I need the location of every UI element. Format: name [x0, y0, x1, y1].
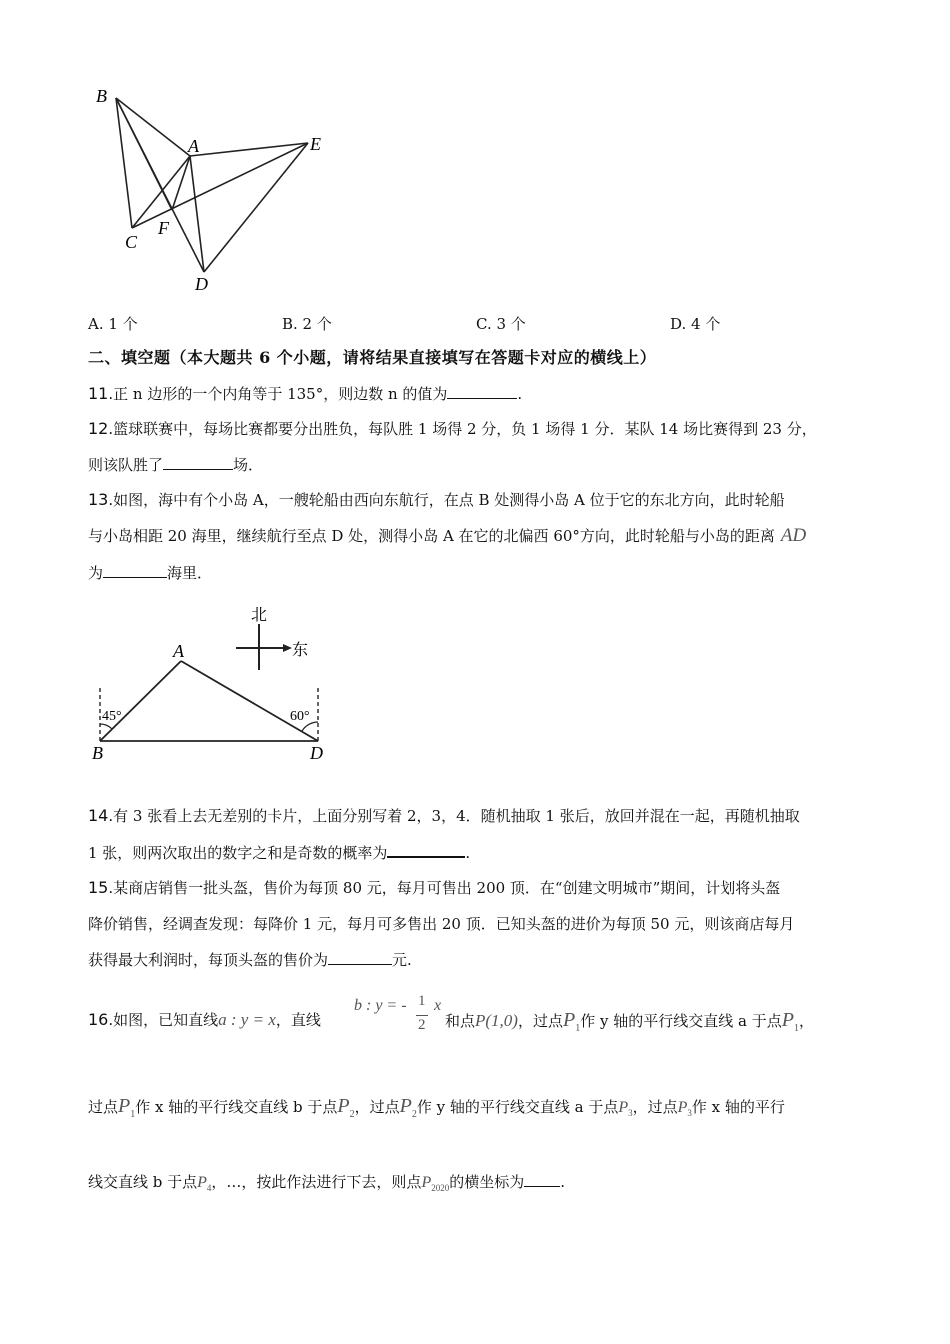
question-text: 则该队胜了: [88, 456, 164, 474]
label-B: B: [96, 86, 107, 106]
label-C: C: [125, 232, 138, 252]
question-15-line1: [88, 878, 780, 898]
question-13-line3: [88, 563, 212, 583]
question-text: .如图，海中有个小岛 A，一艘轮船由西向东航行，在点 B 处测得小岛 A 位于它的东北方向，此时轮船: [108, 491, 785, 509]
math-P2: $P_2$: [337, 1095, 355, 1120]
question-number: 16: [88, 1010, 109, 1029]
segment-AD: [190, 156, 204, 272]
angle-label-D: 60°: [290, 709, 310, 724]
question-14-line1: [88, 806, 800, 826]
compass-north: 北: [251, 605, 268, 624]
question-text: 和点: [445, 1012, 476, 1030]
segment-BC: [116, 98, 132, 228]
question-text: .篮球联赛中，每场比赛都要分出胜负，每队胜 1 场得 2 分，负 1 场得 1 分．某队 14 场比赛得到 23 分，: [108, 420, 817, 438]
angle-label-B: 45°: [102, 709, 122, 724]
label-D: D: [195, 274, 208, 294]
math-P1: $P_1$: [118, 1095, 136, 1120]
line-b-x: x: [434, 997, 442, 1014]
answer-blank[interactable]: [163, 455, 233, 470]
question-text: ，过点: [354, 1098, 400, 1116]
question-text-end: .: [560, 1173, 566, 1191]
math-P4: $P_4$: [197, 1174, 212, 1194]
question-text: ，过点: [517, 1012, 563, 1030]
math-P2020: $P_{2020}$: [421, 1174, 450, 1194]
choice-d[interactable]: D. 4 个: [670, 315, 721, 333]
segment-ED: [204, 143, 308, 272]
math-P2b: $P_2$: [399, 1095, 417, 1120]
question-15-line3: [88, 950, 412, 970]
answer-blank[interactable]: [387, 842, 465, 858]
label-A: A: [173, 641, 184, 661]
answer-blank[interactable]: [524, 1172, 560, 1187]
question-16-line1-cont: [445, 1010, 814, 1039]
math-point-P: P(1,0): [475, 1011, 518, 1030]
figure-island: [86, 600, 346, 770]
question-15-line2: [88, 914, 794, 934]
question-text-end: 海里．: [167, 564, 213, 582]
compass-east: 东: [292, 640, 309, 659]
fraction-bar: [416, 1015, 428, 1016]
question-text: 降价销售，经调查发现：每降价 1 元，每月可多售出 20 顶．已知头盔的进价为每顶 50 元，则该商店每月: [88, 915, 795, 933]
question-text: 获得最大利润时，每顶头盔的售价为: [88, 951, 329, 969]
question-text: .如图，已知直线: [108, 1011, 219, 1029]
math-line-a: a : y = x: [218, 1010, 276, 1029]
question-16-line2: [88, 1096, 785, 1125]
question-text: ，…，按此作法进行下去，则点: [211, 1173, 422, 1191]
segment-CE: [132, 143, 308, 228]
question-text: 作 y 轴的平行线交直线 a 于点: [580, 1012, 782, 1030]
question-16-line1: [88, 1010, 321, 1030]
question-number: 14: [88, 806, 109, 825]
answer-blank[interactable]: [328, 950, 392, 965]
question-text: .某商店销售一批头盔，售价为每顶 80 元，每月可售出 200 顶．在“创建文明城市”期间，计划将头盔: [108, 879, 781, 897]
compass-arrow-east: [283, 644, 292, 652]
choice-b[interactable]: B. 2 个: [282, 315, 332, 333]
math-P1b: $P_1$: [781, 1009, 799, 1034]
question-text: .有 3 张看上去无差别的卡片，上面分别写着 2，3，4．随机抽取 1 张后，放回并混在一起，再随机抽取: [108, 807, 800, 825]
segment-AE: [190, 143, 308, 156]
question-text: 为: [88, 564, 104, 582]
section-heading: 二、填空题（本大题共 6 个小题，请将结果直接填写在答题卡对应的横线上）: [88, 348, 657, 367]
question-text: 的横坐标为: [449, 1173, 525, 1191]
label-B: B: [92, 743, 103, 763]
question-number: 15: [88, 878, 109, 897]
question-text-end: 元.: [392, 951, 412, 969]
answer-blank[interactable]: [103, 563, 167, 578]
answer-blank[interactable]: [447, 384, 517, 399]
question-number: 11: [88, 384, 109, 403]
label-D: D: [310, 743, 323, 763]
question-text: 与小岛相距 20 海里，继续航行至点 D 处，测得小岛 A 在它的北偏西 60°方向，此时轮船与小岛的距离: [88, 527, 775, 545]
question-text: 作 x 轴的平行: [691, 1098, 785, 1116]
math-P3b: $P_3$: [677, 1099, 692, 1119]
question-number: 12: [88, 419, 109, 438]
question-text-end: .: [465, 844, 471, 862]
question-text-end: 场．: [233, 456, 264, 474]
question-text: ，直线: [275, 1011, 321, 1029]
question-text: 作 x 轴的平行线交直线 b 于点: [135, 1098, 338, 1116]
question-text: .正 n 边形的一个内角等于 135°，则边数 n 的值为: [108, 385, 448, 403]
question-11: [88, 384, 522, 404]
question-16-line3: [88, 1172, 565, 1198]
choice-c[interactable]: C. 3 个: [476, 315, 526, 333]
question-text: ，: [798, 1012, 814, 1030]
question-text: 过点: [88, 1098, 119, 1116]
question-text: 作 y 轴的平行线交直线 a 于点: [416, 1098, 619, 1116]
math-P3: $P_3$: [618, 1099, 633, 1119]
fraction-numerator: 1: [418, 993, 426, 1009]
choice-a[interactable]: A. 1 个: [88, 315, 138, 333]
label-F: F: [158, 218, 169, 238]
question-14-line2: [88, 842, 470, 863]
segment-AD: [181, 661, 318, 741]
segment-BA: [116, 98, 190, 156]
question-13-line1: [88, 490, 785, 510]
label-E: E: [310, 134, 321, 154]
math-P1: $P_1$: [563, 1009, 581, 1034]
question-13-line2: [88, 526, 806, 546]
question-text-end: .: [517, 385, 523, 403]
question-text: 线交直线 b 于点: [88, 1173, 198, 1191]
angle-arc-B: [100, 724, 112, 729]
figure-triangles: [80, 80, 340, 300]
question-12-line2: [88, 455, 263, 475]
question-text: 1 张，则两次取出的数字之和是奇数的概率为: [88, 844, 388, 862]
question-number: 13: [88, 490, 109, 509]
segment-BA: [100, 661, 181, 741]
label-A: A: [188, 136, 199, 156]
question-text: ，过点: [632, 1098, 678, 1116]
math-AD: AD: [780, 525, 807, 546]
fraction-denominator: 2: [418, 1017, 426, 1033]
line-b-prefix: b : y = -: [354, 997, 407, 1014]
question-12-line1: [88, 419, 817, 439]
